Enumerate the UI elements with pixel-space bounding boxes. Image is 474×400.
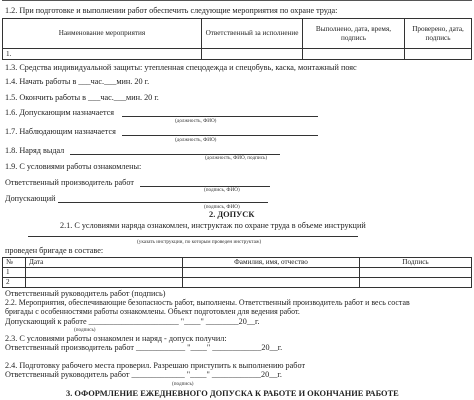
table-header-cell: Выполнено, дата, время, подпись bbox=[303, 19, 405, 49]
section-2-3-line1: 2.3. С условиями работы ознакомлен и наряд - допуск получил: bbox=[5, 334, 227, 343]
table-header-cell: Дата bbox=[26, 258, 183, 268]
fill-line bbox=[122, 135, 318, 136]
section-2-2-line2: бригады с особенностями работы ознакомлены. Объект подготовлен для ведения работ. bbox=[5, 307, 300, 316]
section-3-heading: 3. ОФОРМЛЕНИЕ ЕЖЕДНЕВНОГО ДОПУСКА К РАБОТЕ И ОКОНЧАНИЕ РАБОТЕ bbox=[66, 389, 399, 398]
caption-signature: (подпись) bbox=[172, 381, 194, 387]
crew-table bbox=[2, 257, 472, 288]
fill-line bbox=[122, 116, 318, 117]
section-2-1: 2.1. С условиями наряда ознакомлен, инструктаж по охране труда в объеме инструкций bbox=[60, 221, 366, 230]
table-cell: 2 bbox=[3, 278, 26, 288]
table-row bbox=[3, 268, 472, 278]
section-2-heading: 2. ДОПУСК bbox=[209, 210, 255, 219]
table-cell bbox=[26, 268, 183, 278]
table-row bbox=[3, 49, 472, 60]
table-cell bbox=[360, 278, 472, 288]
table-cell bbox=[360, 268, 472, 278]
section-1-3: 1.3. Средства индивидуальной защиты: утепленная спецодежда и спецобувь, каска, монтажный пояс bbox=[5, 63, 357, 72]
caption-signature-name: (подпись, ФИО) bbox=[204, 187, 240, 193]
safety-measures-table bbox=[2, 18, 472, 60]
table-header-cell: Проверено, дата, подпись bbox=[405, 19, 472, 49]
table-cell bbox=[183, 278, 360, 288]
section-2-2-line1: 2.2. Мероприятия, обеспечивающие безопасность работ, выполнены. Ответственный производитель работ и весь состав bbox=[5, 298, 410, 307]
section-2-3-line2: Ответственный производитель работ ____________ "____" ____________20__г. bbox=[5, 343, 283, 352]
top-rule bbox=[2, 0, 472, 1]
table-cell bbox=[202, 49, 303, 60]
section-1-7: 1.7. Наблюдающим назначается bbox=[5, 127, 116, 136]
table-header-cell: Подпись bbox=[360, 258, 472, 268]
table-cell bbox=[26, 278, 183, 288]
responsible-performer-label: Ответственный производитель работ bbox=[5, 178, 134, 187]
table-cell bbox=[183, 268, 360, 278]
fill-line bbox=[28, 236, 358, 237]
table-row bbox=[3, 278, 472, 288]
caption-position-name-signature: (должность, ФИО, подпись) bbox=[205, 155, 268, 161]
table-cell: 1. bbox=[3, 49, 202, 60]
caption-position-name: (должность, ФИО) bbox=[175, 118, 217, 124]
section-1-4: 1.4. Начать работы в ___час.___мин. 20 г. bbox=[5, 77, 150, 86]
table-header-cell: Наименование мероприятия bbox=[3, 19, 202, 49]
table-cell: 1 bbox=[3, 268, 26, 278]
caption-signature-name: (подпись, ФИО) bbox=[204, 204, 240, 210]
section-1-5: 1.5. Окончить работы в ___час.___мин. 20 г. bbox=[5, 93, 159, 102]
caption-instructions: (указать инструкции, по которым проведен инструктаж) bbox=[137, 239, 262, 245]
section-1-8: 1.8. Наряд выдал bbox=[5, 146, 65, 155]
table-header-cell: № bbox=[3, 258, 26, 268]
section-2-2-line3: Допускающий к работе ______________________ "____" ________20__г. bbox=[5, 317, 260, 326]
section-1-9: 1.9. С условиями работы ознакомлены: bbox=[5, 162, 142, 171]
section-2-1-crew: проведен бригаде в составе: bbox=[5, 246, 104, 255]
section-1-2: 1.2. При подготовке и выполнении работ обеспечить следующие мероприятия по охране труда: bbox=[5, 6, 338, 15]
table-header-row bbox=[3, 19, 472, 49]
section-1-6: 1.6. Допускающим назначается bbox=[5, 108, 115, 117]
responsible-manager-signature: Ответственный руководитель работ (подпись) bbox=[5, 289, 166, 298]
table-header-cell: Фамилия, имя, отчество bbox=[183, 258, 360, 268]
section-2-4-line1: 2.4. Подготовку рабочего места проверил. Разрешаю приступить к выполнению работ bbox=[5, 361, 306, 370]
caption-position-name: (должность, ФИО) bbox=[175, 137, 217, 143]
table-cell bbox=[303, 49, 405, 60]
section-2-4-line2: Ответственный руководитель работ _____________ "____" ____________20__г. bbox=[5, 370, 282, 379]
table-header-row bbox=[3, 258, 472, 268]
table-header-cell: Ответственный за исполнение bbox=[202, 19, 303, 49]
table-cell bbox=[405, 49, 472, 60]
caption-signature: (подпись) bbox=[74, 327, 96, 333]
admitting-person-label: Допускающий bbox=[5, 194, 56, 203]
fill-line bbox=[58, 202, 268, 203]
